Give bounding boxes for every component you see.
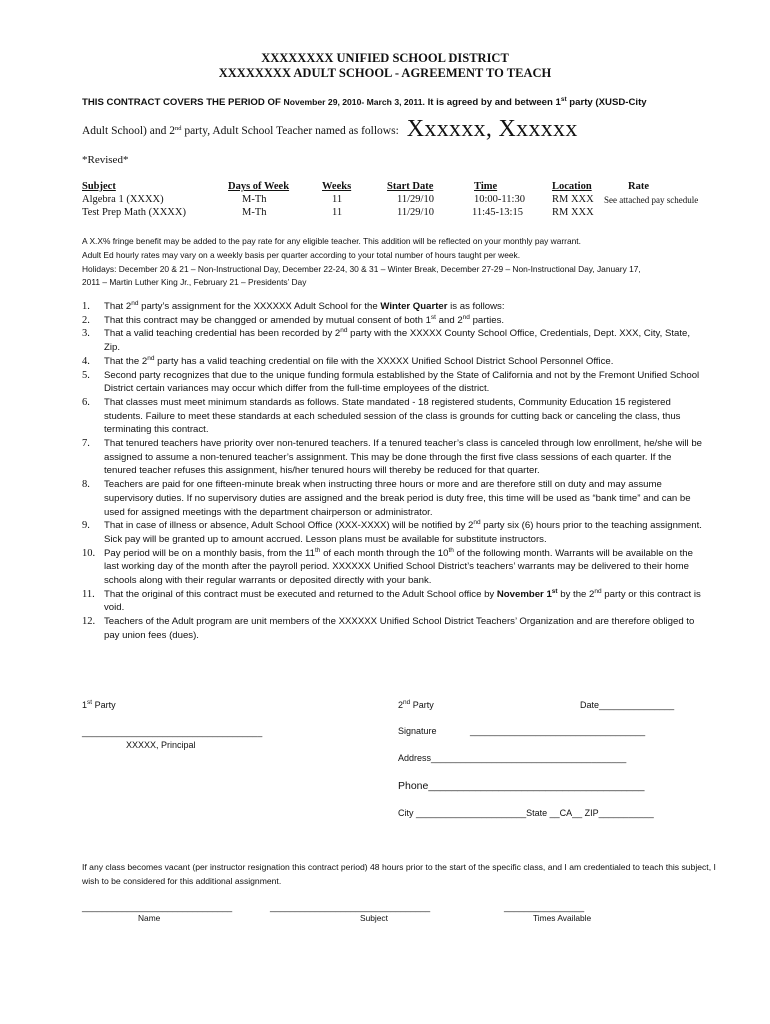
list-item	[82, 300, 702, 314]
list-item	[82, 396, 702, 437]
signature-field[interactable]: ___________________________________	[470, 726, 646, 736]
text-fragment: Teachers are paid for one fifteen-minute break when instructing three hours or more and are therefore still on duty and may assume supervisory duties. If no supervisory duties are assigned and the break period is duty free, this time will be used as “bank time” and can be used for assigned meetings with the department chairperson or administrator.	[104, 479, 691, 518]
period-prefix: THIS CONTRACT COVERS THE PERIOD OF	[82, 97, 281, 108]
terms-list	[82, 300, 702, 643]
col-header-days: Days of Week	[228, 181, 290, 192]
col-header-weeks: Weeks	[322, 181, 352, 192]
cell-time: 10:00-11:30	[474, 194, 525, 205]
text-fragment: and 2	[435, 314, 463, 326]
text-fragment: That a valid teaching credential has been recorded by 2	[104, 328, 341, 340]
revised-label: *Revised*	[82, 154, 129, 166]
text-fragment: 4.	[82, 355, 90, 367]
text-fragment: That this contract may be changged or amended by mutual consent of both 1	[104, 314, 431, 326]
col-header-location: Location	[552, 181, 592, 192]
cell-weeks: 11	[332, 207, 343, 218]
party-sup: nd	[174, 125, 182, 132]
text-fragment: 8.	[82, 479, 90, 491]
subject-label: Subject	[360, 913, 388, 923]
text-fragment: party six (6) hours prior to the teaching assignment. Sick pay will be granted up to amount accrued. Lesson plans must be available for substitute instructors.	[104, 520, 702, 545]
text-fragment: Party	[410, 700, 434, 710]
text-fragment: nd	[473, 519, 481, 527]
list-item	[82, 327, 702, 354]
text-fragment: Party	[92, 700, 116, 710]
vacancy-note: If any class becomes vacant (per instructor resignation this contract period) 48 hours prior to the start of the specific class, and I am credentialed to teach this subject, I wish to be considered for this additional assignment.	[82, 862, 716, 886]
text-fragment: 2.	[82, 314, 90, 326]
signature-label: Signature	[398, 726, 437, 736]
text-fragment: November 1	[496, 588, 552, 600]
list-item	[82, 355, 702, 369]
period-suffix: party (XUSD-City	[566, 97, 647, 108]
party-suffix: party, Adult School Teacher named as follows:	[181, 125, 399, 137]
text-fragment: nd	[403, 699, 411, 706]
text-fragment: Winter Quarter	[380, 301, 448, 312]
text-fragment: st	[430, 313, 436, 321]
list-item	[82, 314, 702, 328]
teacher-name: Xxxxxx, Xxxxxx	[406, 116, 578, 142]
date-field[interactable]: Date_______________	[580, 700, 675, 710]
text-fragment: 2	[398, 700, 404, 710]
hourly-note: Adult Ed hourly rates may vary on a weekly basis per quarter according to your total number of hours taught per week.	[82, 250, 521, 260]
text-fragment: That the original of this contract must be executed and returned to the Adult School office by	[104, 588, 497, 600]
contract-period-line	[82, 97, 647, 108]
text-fragment: by the 2	[557, 588, 595, 600]
address-field[interactable]: Address_______________________________________	[398, 753, 627, 763]
text-fragment: nd	[462, 313, 470, 321]
text-fragment: 11.	[82, 588, 95, 600]
text-fragment: That classes must meet minimum standards as follows. State mandated - 18 registered students, Community Education 15 registered students. Failure to meet these standards at each scheduled session of the class is grounds for cutting back or canceling the class, thus terminating this contract.	[104, 396, 681, 436]
col-header-rate: Rate	[628, 181, 649, 192]
list-item	[82, 478, 702, 519]
cell-location: RM XXX	[552, 194, 594, 205]
list-item	[82, 519, 702, 546]
text-fragment: Teachers of the Adult program are unit members of the XXXXXX Unified School District Teachers’ Organization and are therefore obliged to pay union fees (dues).	[104, 616, 695, 641]
cell-start: 11/29/10	[397, 207, 434, 218]
text-fragment: Second party recognizes that due to the unique funding formula established by the State of California and not by the Fremont Unified School District certain variances may occur which differ from the full-time employees of the district.	[104, 369, 700, 395]
cell-time: 11:45-13:15	[472, 207, 523, 218]
col-header-subject: Subject	[82, 181, 116, 192]
text-fragment: Pay period will be on a monthly basis, from the 11	[104, 547, 315, 559]
list-item	[82, 547, 702, 588]
text-fragment: th	[315, 546, 321, 554]
times-available-label: Times Available	[533, 913, 592, 923]
list-item	[82, 615, 702, 642]
cell-location: RM XXX	[552, 207, 594, 218]
second-party-label	[398, 700, 434, 710]
cell-days: M-Th	[242, 207, 267, 218]
text-fragment: st	[87, 699, 93, 706]
text-fragment: That in case of illness or absence, Adult School Office (XXX-XXXX) will be notified by 2	[104, 520, 474, 532]
district-title: XXXXXXXX UNIFIED SCHOOL DISTRICT	[261, 51, 509, 65]
col-header-time: Time	[474, 181, 498, 192]
cell-rate: See attached pay schedule	[604, 195, 699, 205]
text-fragment: nd	[340, 327, 348, 335]
text-fragment: th	[448, 546, 454, 554]
text-fragment: 6.	[82, 396, 90, 408]
cell-subject: Test Prep Math (XXXX)	[82, 207, 186, 218]
text-fragment: party’s assignment for the XXXXXX Adult School for the	[138, 301, 381, 312]
text-fragment: That the 2	[104, 355, 148, 367]
text-fragment: 1.	[82, 301, 90, 312]
city-state-zip-field[interactable]: City ______________________State __CA__ ZIP___________	[398, 808, 654, 818]
text-fragment: 3.	[82, 328, 90, 340]
principal-label: XXXXX, Principal	[126, 740, 196, 750]
text-fragment: 5.	[82, 369, 90, 381]
text-fragment: That 2	[104, 301, 132, 312]
text-fragment: nd	[147, 354, 155, 362]
list-item	[82, 437, 702, 478]
period-middle: It is agreed by and between 1	[424, 97, 561, 108]
cell-subject: Algebra 1 (XXXX)	[82, 194, 164, 205]
subject-line[interactable]: ________________________________	[270, 902, 431, 912]
text-fragment: is as follows:	[447, 301, 505, 312]
text-fragment: 10.	[82, 547, 96, 559]
text-fragment: 12.	[82, 616, 96, 628]
party-line	[82, 116, 578, 143]
cell-start: 11/29/10	[397, 194, 434, 205]
text-fragment: of each month through the 10	[320, 547, 449, 559]
holidays-note-line1: Holidays: December 20 & 21 – Non-Instructional Day, December 22-24, 30 & 31 – Winter Break, December 27-29 – Non-Instructional Day, January 17,	[82, 264, 641, 274]
first-party-label	[82, 700, 116, 710]
text-fragment: 1	[82, 700, 88, 710]
holidays-note-line2: 2011 – Martin Luther King Jr., February 21 – Presidents’ Day	[82, 277, 307, 287]
period-sup: st	[560, 96, 567, 103]
first-party-signature-line[interactable]: ____________________________________	[82, 727, 263, 737]
name-line[interactable]: ______________________________	[82, 902, 233, 912]
party-prefix: Adult School) and 2	[82, 125, 175, 137]
period-dates: November 29, 2010- March 3, 2011.	[283, 97, 425, 107]
fringe-note: A X.X% fringe benefit may be added to the pay rate for any eligible teacher. This addition will be reflected on your monthly pay warrant.	[82, 236, 581, 246]
text-fragment: nd	[131, 300, 139, 307]
name-label: Name	[138, 913, 161, 923]
col-header-start: Start Date	[387, 181, 434, 192]
agreement-title: XXXXXXXX ADULT SCHOOL - AGREEMENT TO TEACH	[218, 66, 552, 80]
cell-days: M-Th	[242, 194, 267, 205]
text-fragment: of the following month. Warrants will be available on the last working day of the month after the payroll period. XXXXXX Unified School District’s teachers’ warrants may be delivered to their home schools along with their regular warrants or deposited directly with your bank.	[104, 547, 693, 587]
list-item	[82, 369, 702, 396]
text-fragment: That tenured teachers have priority over non-tenured teachers. If a tenured teacher’s class is canceled through low enrollment, he/she will be assigned to assume a non-tenured teacher’s assignment. This may be done through the first five class sessions of each quarter. If the tenured teacher refuses this assignment, his/her tenured hours will thereby be reduced for that quarter.	[104, 438, 702, 477]
text-fragment: st	[551, 587, 558, 595]
list-item	[82, 588, 702, 615]
text-fragment: party with the XXXXX County School Office, Credentials, Dept. XXX, City, State, Zip.	[104, 328, 691, 354]
text-fragment: party or this contract is void.	[104, 588, 701, 614]
text-fragment: parties.	[469, 314, 505, 326]
text-fragment: party has a valid teaching credential on file with the XXXXX Unified School District School Personnel Office.	[154, 355, 614, 367]
phone-field[interactable]: Phone_____________________________________	[398, 780, 645, 792]
text-fragment: nd	[594, 587, 602, 595]
cell-weeks: 11	[332, 194, 343, 205]
text-fragment: 7.	[82, 438, 90, 450]
text-fragment: 9.	[82, 520, 90, 532]
times-available-line[interactable]: ________________	[504, 902, 585, 912]
